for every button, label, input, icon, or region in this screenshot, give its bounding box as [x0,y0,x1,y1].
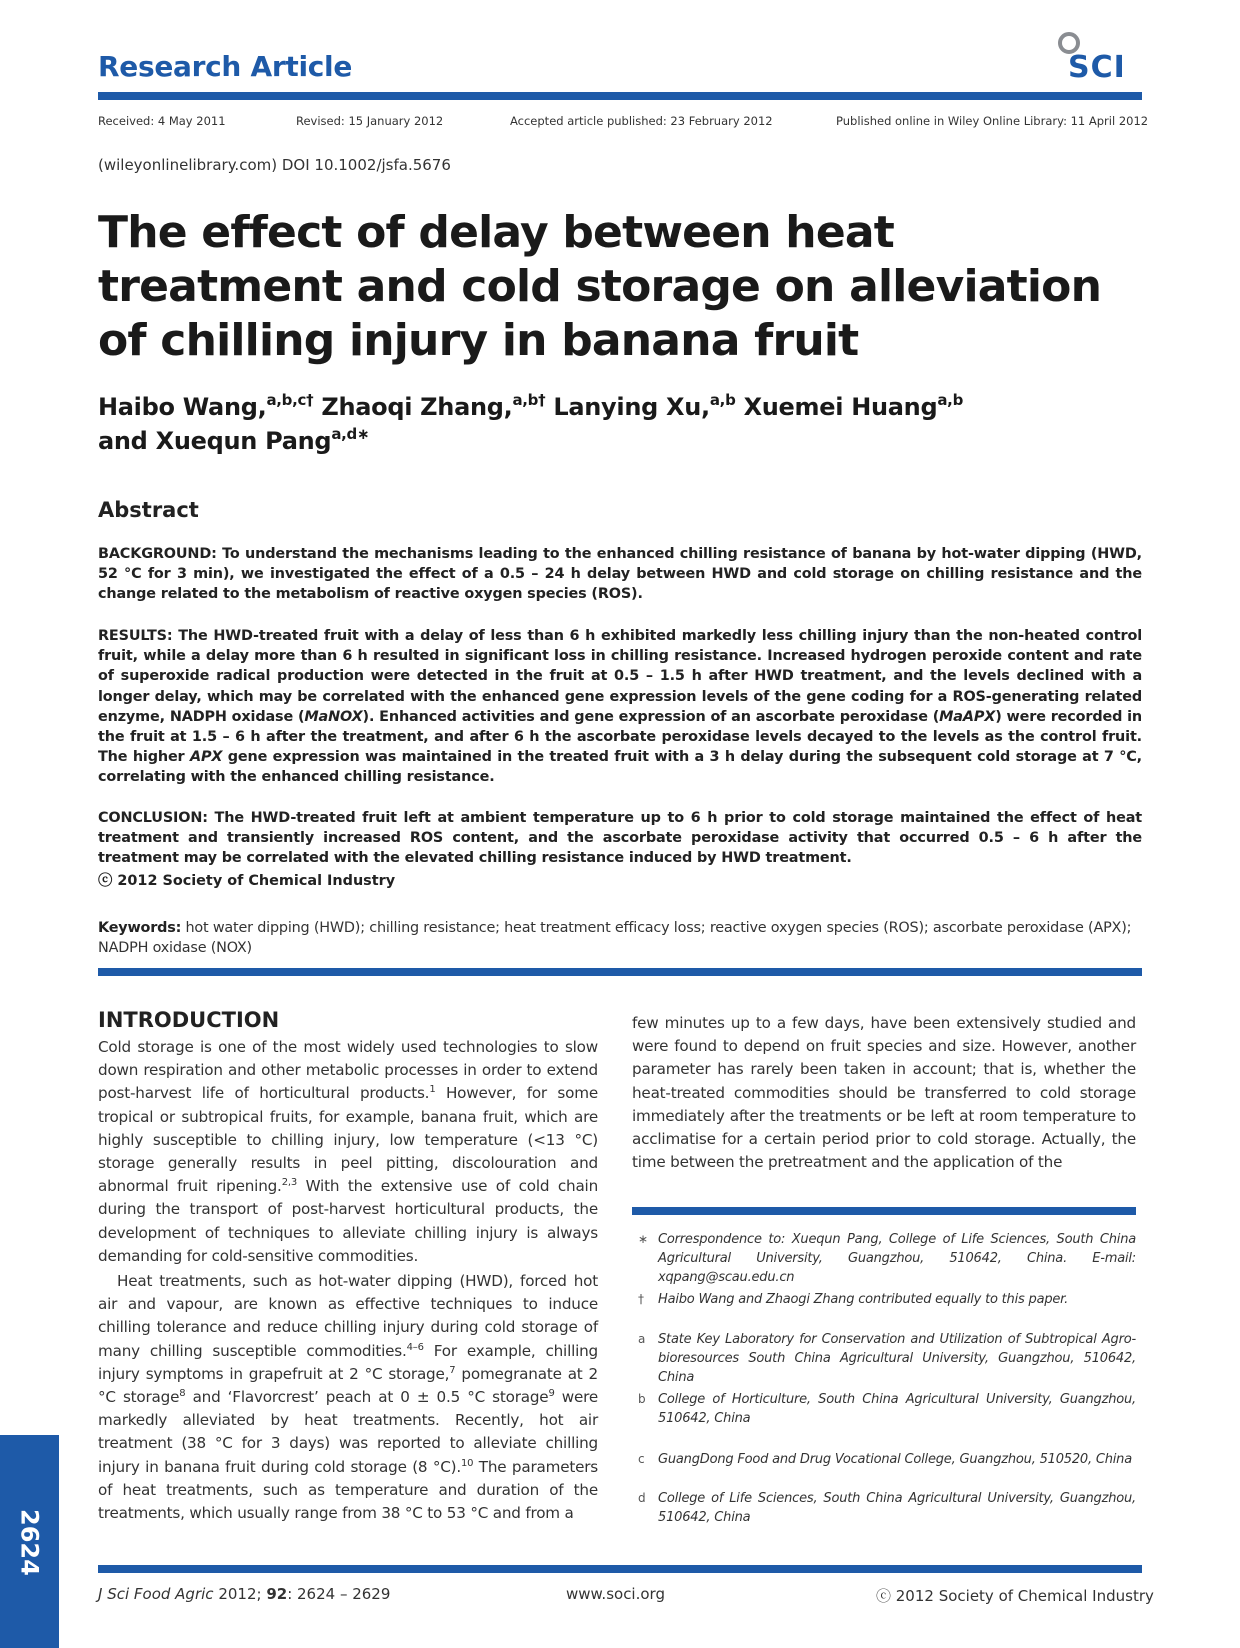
author-name: Xuemei Huang [735,393,938,421]
footnote-affiliation-c [632,1450,1136,1469]
footnote-mark: a [638,1332,646,1346]
abstract-copyright: ⓒ 2012 Society of Chemical Industry [98,873,396,889]
footnote-correspondence [632,1230,1136,1287]
footnote-affiliation-a [632,1330,1136,1387]
citation-ref[interactable]: 4–6 [406,1341,424,1353]
date-revised: Revised: 15 January 2012 [296,114,444,128]
date-accepted: Accepted article published: 23 February 2012 [510,114,773,128]
abstract-conclusion: CONCLUSION: The HWD-treated fruit left at ambient temperature up to 6 h prior to cold storage maintained the effect of heat treatment and transiently increased ROS content, and the ascorbate peroxidase activity that occurred 0.5 – 6 h after the treatment may be correlated with the elevated chilling resistance induced by HWD treatment. [98,810,1142,867]
keywords-label: Keywords: [98,920,182,936]
footnote-affiliation-d [632,1489,1136,1527]
top-divider [98,92,1142,100]
keywords-text: hot water dipping (HWD); chilling resistance; heat treatment efficacy loss; reactive oxygen species (ROS); ascorbate peroxidase (APX); NADPH oxidase (NOX) [98,920,1132,956]
citation-ref[interactable]: 2,3 [281,1177,297,1189]
page-number-tab [0,1435,59,1648]
footnote-text: State Key Laboratory for Conservation and Utilization of Subtropical Agro-bioresources South China Agricultural University, Guangzhou, 510642, China [658,1332,1136,1385]
abstract-heading: Abstract [98,498,199,522]
author-name: and Xuequn Pang [98,427,332,455]
author-affiliation: a,b [709,391,736,409]
footnote-mark: ∗ [638,1232,649,1246]
doi-line[interactable]: (wileyonlinelibrary.com) DOI 10.1002/jsfa.5676 [98,156,451,174]
footer-copyright: ⓒ 2012 Society of Chemical Industry [876,1587,1154,1605]
abstract-divider [98,968,1142,976]
date-received: Received: 4 May 2011 [98,114,226,128]
intro-paragraph-continued: few minutes up to a few days, have been extensively studied and were found to depend on fruit species and size. However, another parameter has rarely been taken in account; that is, whether the heat-treated commodities should be transferred to cold storage immediately after the treatments or be left at room temperature to acclimatise for a certain period prior to cold storage. Actually, the time between the pretreatment and the application of the [632,1014,1136,1172]
author-affiliation: a,d∗ [331,425,370,443]
footnote-text: GuangDong Food and Drug Vocational College, Guangzhou, 510520, China [658,1452,1132,1467]
author-affiliation: a,b,c† [266,391,314,409]
citation-ref[interactable]: 9 [548,1388,555,1400]
footnote-mark: c [638,1452,645,1466]
footnote-affiliation-b [632,1390,1136,1428]
abstract-background: BACKGROUND: To understand the mechanisms leading to the enhanced chilling resistance of banana by hot-water dipping (HWD, 52 °C for 3 min), we investigated the effect of a 0.5 – 24 h delay between HWD and cold storage on chilling resistance and the change related to the metabolism of reactive oxygen species (ROS). [98,546,1142,603]
author-affiliation: a,b [937,391,964,409]
author-list [98,390,1138,458]
bottom-divider [98,1565,1142,1573]
footnote-text: Haibo Wang and Zhaogi Zhang contributed equally to this paper. [658,1292,1069,1307]
footnote-equal-contribution [632,1290,1136,1309]
gene-name: MaAPX [939,708,996,725]
gene-name: MaNOX [304,708,363,725]
author-affiliation: a,b† [512,391,546,409]
citation-ref[interactable]: 10 [461,1457,474,1469]
footnote-mark: † [638,1292,644,1306]
footnote-mark: b [638,1392,646,1406]
intro-paragraph-2: Heat treatments, such as hot-water dipping (HWD), forced hot air and vapour, are known as effective techniques to induce chilling tolerance and reduce chilling injury during cold storage of many chilling susceptible commodities.$^{4-6}$ For example, chilling injury symptoms in grapefruit at 2 °C storage,$^7$ pomegranate at 2 °C storage$^8$ and ‘Flavorcrest’ peach at 0 ± 0.5 °C storage$^9$ were markedly alleviated by heat treatments. Recently, hot air treatment (38 °C for 3 days) was reported to alleviate chilling injury in banana fruit during cold storage (8 °C).$^{10}$ The parameters of heat treatments, such as temperature and duration of the treatments, which usually range from 38 °C to 53 °C and from a [98,1272,598,1523]
intro-paragraph-1: Cold storage is one of the most widely used technologies to slow down respiration and other metabolic processes in order to extend post-harvest life of horticultural products.$^1$ However, for some tropical or subtropical fruits, for example, banana fruit, which are highly susceptible to chilling injury, low temperature (<13 °C) storage generally results in peel pitting, discolouration and abnormal fruit ripening.$^{2,3}$ With the extensive use of cold chain during the transport of post-harvest horticultural products, the development of techniques to alleviate chilling injury is always demanding for cold-sensitive commodities. [98,1038,599,1265]
footer-citation: J Sci Food Agric 2012; 92: 2624 – 2629 [98,1585,391,1603]
footer-journal-name: J Sci Food Agric [98,1585,214,1603]
footnote-text: College of Life Sciences, South China Agricultural University, Guangzhou, 510642, China [658,1491,1136,1525]
article-title: The effect of delay between heat treatment and cold storage on alleviation of chilling injury in banana fruit [98,207,1102,366]
footnote-divider [632,1207,1136,1215]
footnote-mark: d [638,1491,646,1505]
gene-name: APX [189,749,223,766]
author-name: Lanying Xu, [545,393,710,421]
footnote-text: Correspondence to: Xuequn Pang, College of Life Sciences, South China Agricultural University, Guangzhou, 510642, China. E-mail: xqpang@scau.edu.cn [658,1232,1136,1285]
abstract-results: RESULTS: The HWD-treated fruit with a delay of less than 6 h exhibited markedly less chilling injury than the non-heated control fruit, while a delay more than 6 h resulted in significant loss in chilling resistance. Increased hydrogen peroxide content and rate of superoxide radical production were detected in the fruit at 0.5 – 1.5 h after HWD treatment, and the levels declined with a longer delay, which may be correlated with the enhanced gene expression levels of the gene coding for a ROS-generating related enzyme, NADPH oxidase (MaNOX). Enhanced activities and gene expression of an ascorbate peroxidase (MaAPX) were recorded in the fruit at 1.5 – 6 h after the treatment, and after 6 h the ascorbate peroxidase levels decayed to the levels as the control fruit. The higher APX gene expression was maintained in the treated fruit with a 3 h delay during the subsequent cold storage at 7 °C, correlating with the enhanced chilling resistance. [98,628,1143,786]
date-published: Published online in Wiley Online Library: 11 April 2012 [836,114,1149,128]
author-name: Haibo Wang, [98,393,267,421]
footer-website-link[interactable]: www.soci.org [566,1585,665,1603]
keywords [98,918,1142,958]
logo-text: SCI [1068,50,1126,85]
article-type-label: Research Article [98,50,353,83]
citation-ref[interactable]: 1 [429,1084,436,1096]
citation-ref[interactable]: 8 [179,1388,186,1400]
footnote-text: College of Horticulture, South China Agricultural University, Guangzhou, 510642, China [658,1392,1136,1426]
sci-logo [1050,28,1150,86]
citation-ref[interactable]: 7 [449,1364,456,1376]
footer-volume: 92 [266,1585,288,1603]
introduction-heading: INTRODUCTION [98,1008,280,1032]
page-number: 2624 [15,1508,44,1576]
author-name: Zhaoqi Zhang, [313,393,513,421]
